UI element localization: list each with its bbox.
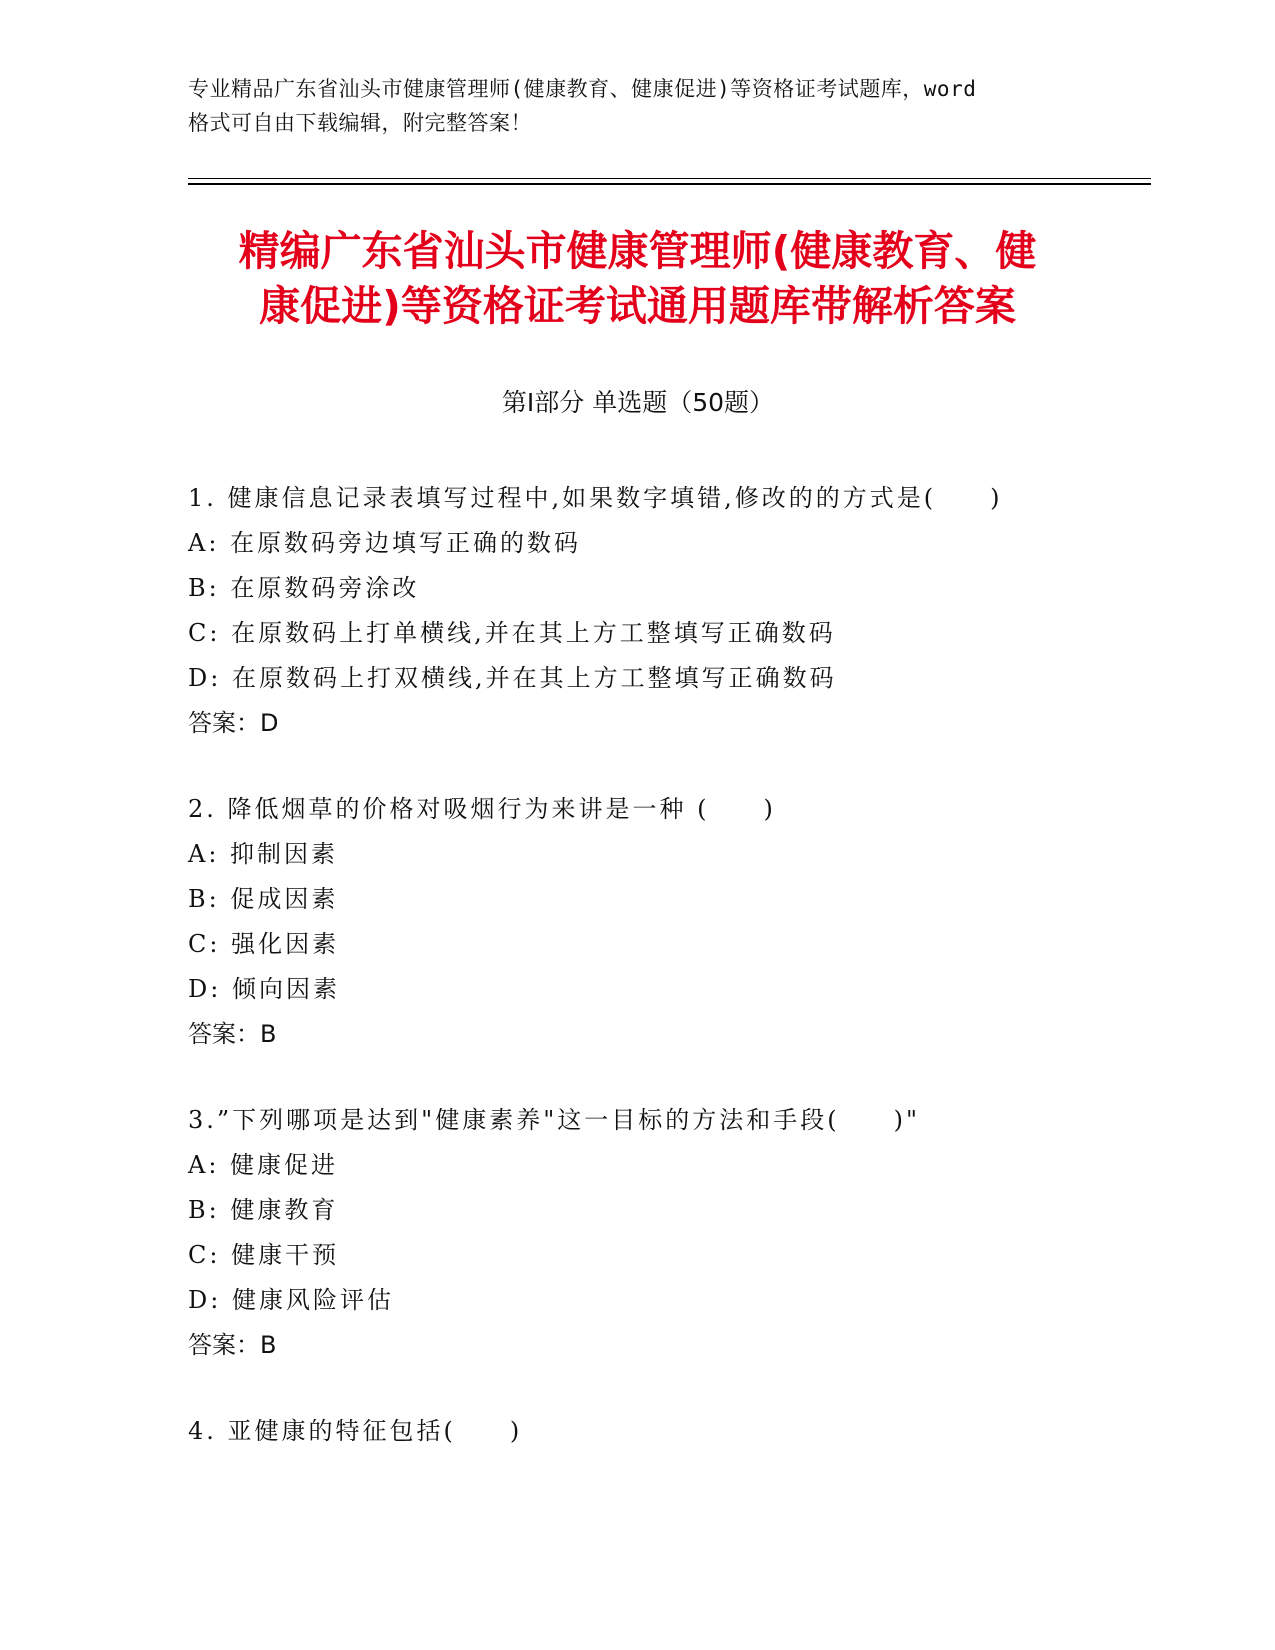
question-stem: 1. 健康信息记录表填写过程中,如果数字填错,修改的的方式是( ): [188, 484, 1003, 512]
header-divider-bottom: [188, 183, 1151, 185]
option-d: D: 健康风险评估: [188, 1286, 394, 1314]
question-stem: 2. 降低烟草的价格对吸烟行为来讲是一种 ( ): [188, 795, 776, 823]
question-stem: 4. 亚健康的特征包括( ): [188, 1417, 523, 1445]
question-stem: 3.”下列哪项是达到"健康素养"这一目标的方法和手段( )": [188, 1106, 921, 1134]
option-b: B: 健康教育: [188, 1196, 339, 1224]
answer: 答案：D: [188, 709, 279, 737]
option-c: C: 强化因素: [188, 930, 340, 958]
document-title-line-1: 精编广东省汕头市健康管理师(健康教育、健: [238, 227, 1037, 275]
option-c: C: 在原数码上打单横线,并在其上方工整填写正确数码: [188, 619, 836, 647]
header-note: [188, 72, 1088, 140]
document-title: [180, 224, 1095, 334]
question-1: [188, 476, 1148, 746]
answer: 答案：B: [188, 1020, 277, 1048]
document-title-line-2: 康促进)等资格证考试通用题库带解析答案: [259, 282, 1016, 330]
header-note-line-2: 格式可自由下载编辑，附完整答案！: [188, 111, 532, 135]
question-2: [188, 787, 1148, 1057]
option-a: A: 抑制因素: [188, 840, 339, 868]
answer: 答案：B: [188, 1331, 277, 1359]
option-b: B: 在原数码旁涂改: [188, 574, 420, 602]
option-c: C: 健康干预: [188, 1241, 340, 1269]
section-heading: 第Ⅰ部分 单选题（50题）: [501, 388, 775, 417]
header-divider-top: [188, 178, 1151, 179]
option-a: A: 健康促进: [188, 1151, 339, 1179]
question-list: [188, 476, 1148, 1495]
header-note-line-1: 专业精品广东省汕头市健康管理师(健康教育、健康促进)等资格证考试题库，word: [188, 77, 977, 101]
option-d: D: 倾向因素: [188, 975, 340, 1003]
option-d: D: 在原数码上打双横线,并在其上方工整填写正确数码: [188, 664, 837, 692]
option-b: B: 促成因素: [188, 885, 339, 913]
option-a: A: 在原数码旁边填写正确的数码: [188, 529, 582, 557]
question-3: [188, 1098, 1148, 1368]
question-4: [188, 1409, 1148, 1454]
